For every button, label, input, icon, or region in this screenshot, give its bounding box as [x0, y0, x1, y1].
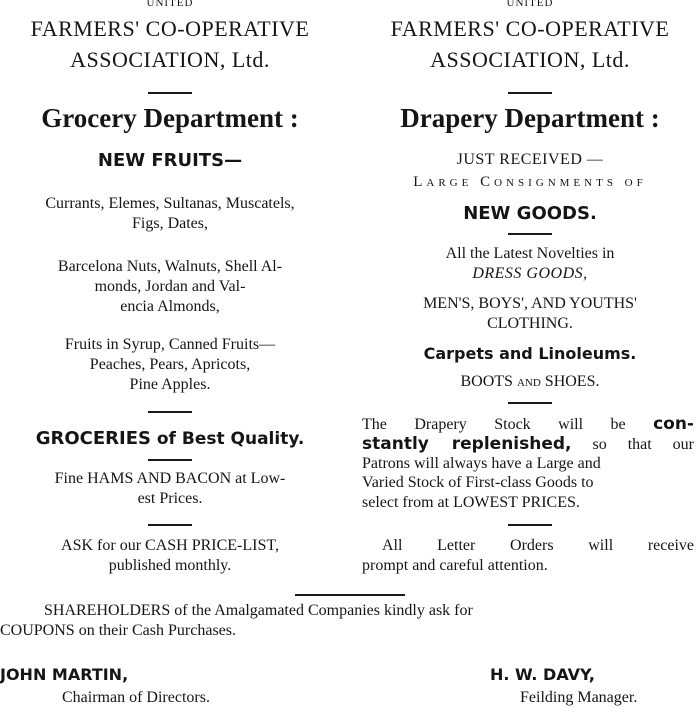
stock-line: Varied Stock of First-class Goods to: [362, 474, 594, 491]
fruits-line: Currants, Elemes, Sultanas, Muscatels,: [45, 195, 295, 212]
stock-line: select from at LOWEST PRICES.: [362, 494, 580, 511]
and-text: and: [516, 373, 541, 390]
groceries-word: GROCERIES: [35, 428, 151, 449]
chairman-name: JOHN MARTIN,: [0, 665, 129, 684]
divider: [148, 411, 192, 413]
best-quality-text: of Best Quality.: [150, 429, 305, 449]
new-fruits-heading: NEW FRUITS—: [97, 150, 243, 171]
fruits-line: Figs, Dates,: [132, 215, 208, 232]
divider: [508, 233, 552, 235]
carpets-heading: Carpets and Linoleums.: [423, 344, 637, 363]
letter-orders-line: All Letter Orders will receive: [382, 537, 694, 554]
constantly-text: con-: [653, 414, 694, 434]
syrup-line: Pine Apples.: [129, 376, 211, 393]
nuts-line: encia Almonds,: [120, 298, 220, 315]
boots-line: [360, 373, 700, 391]
hams-line: Fine HAMS AND BACON at Low-: [54, 470, 286, 487]
divider: [148, 524, 192, 526]
syrup-line: Fruits in Syrup, Canned Fruits—: [64, 336, 276, 353]
boots-text: BOOTS: [460, 373, 517, 390]
syrup-line: Peaches, Pears, Apricots,: [89, 356, 251, 373]
association-title-line1: FARMERS' CO-OPERATIVE: [390, 16, 670, 41]
large-consignments-line: Large Consignments of: [413, 174, 647, 190]
grocery-department-heading: Grocery Department :: [41, 103, 299, 133]
hams-line: est Prices.: [137, 490, 203, 507]
nuts-line: monds, Jordan and Val-: [94, 278, 246, 295]
dress-goods-line: DRESS GOODS,: [472, 265, 588, 282]
association-title-line2: ASSOCIATION, Ltd.: [430, 47, 630, 72]
divider: [508, 524, 552, 526]
shareholders-line: COUPONS on their Cash Purchases.: [0, 622, 236, 639]
stock-line: [362, 434, 694, 454]
nuts-line: Barcelona Nuts, Walnuts, Shell Al-: [57, 258, 283, 275]
just-received-line: JUST RECEIVED —: [456, 151, 604, 168]
stock-line: Patrons will always have a Large and: [362, 455, 601, 472]
groceries-heading: [0, 428, 340, 449]
divider: [508, 402, 552, 404]
novelties-line: All the Latest Novelties in: [445, 245, 615, 262]
drapery-department-heading: Drapery Department :: [400, 103, 660, 133]
shareholders-line: SHAREHOLDERS of the Amalgamated Companies kindly ask for: [44, 602, 473, 619]
chairman-title: Chairman of Directors.: [62, 689, 210, 706]
united-label: UNITED: [146, 0, 194, 9]
footer-divider: [295, 594, 405, 596]
association-title-line1: FARMERS' CO-OPERATIVE: [30, 16, 310, 41]
divider: [148, 459, 192, 461]
price-list-line: ASK for our CASH PRICE-LIST,: [61, 537, 279, 554]
clothing-line: MEN'S, BOYS', AND YOUTHS': [423, 295, 637, 312]
price-list-line: published monthly.: [108, 557, 232, 574]
stock-line: [362, 414, 694, 434]
replenished-text: stantly replenished,: [362, 434, 572, 454]
divider: [508, 92, 552, 94]
manager-title: Feilding Manager.: [520, 689, 638, 706]
manager-name: H. W. DAVY,: [490, 665, 596, 684]
association-title-line2: ASSOCIATION, Ltd.: [70, 47, 270, 72]
united-label: UNITED: [506, 0, 554, 9]
stock-text: so that our: [571, 436, 695, 453]
clothing-line: CLOTHING.: [487, 315, 573, 332]
new-goods-heading: NEW GOODS.: [463, 203, 597, 224]
stock-text: The Drapery Stock will be: [362, 416, 654, 433]
letter-orders-line: prompt and careful attention.: [362, 557, 548, 574]
divider: [148, 92, 192, 94]
shoes-text: SHOES.: [540, 373, 600, 390]
